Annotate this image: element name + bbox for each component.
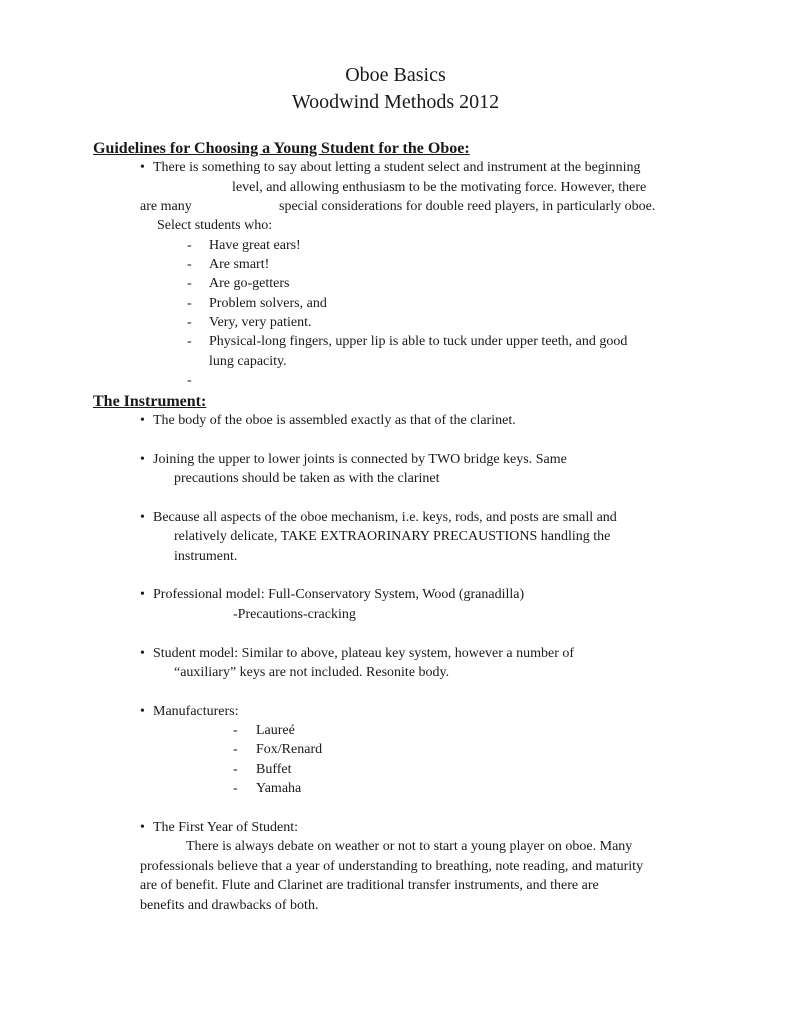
bullet-icon: • bbox=[140, 452, 145, 467]
page-subtitle: Woodwind Methods 2012 bbox=[291, 91, 500, 113]
list-item: Laureé bbox=[256, 723, 295, 738]
paragraph-line: level, and allowing enthusiasm to be the motivating force. However, there bbox=[232, 180, 647, 195]
dash-marker: - bbox=[187, 276, 192, 291]
dash-marker: - bbox=[233, 762, 238, 777]
bullet-text: Professional model: Full-Conservatory System, Wood (granadilla) bbox=[153, 587, 525, 602]
bullet-text: -Precautions-cracking bbox=[233, 607, 356, 622]
bullet-text: instrument. bbox=[174, 549, 238, 564]
bullet-icon: • bbox=[140, 160, 145, 175]
paragraph-line: are many bbox=[140, 199, 192, 214]
dash-marker: - bbox=[233, 723, 238, 738]
list-item: Physical-long fingers, upper lip is able to tuck under upper teeth, and good bbox=[209, 334, 628, 349]
dash-marker: - bbox=[233, 742, 238, 757]
bullet-icon: • bbox=[140, 413, 145, 428]
bullet-icon: • bbox=[140, 510, 145, 525]
bullet-icon: • bbox=[140, 587, 145, 602]
list-item: Yamaha bbox=[256, 781, 302, 796]
dash-marker: - bbox=[187, 296, 192, 311]
select-students-label: Select students who: bbox=[157, 218, 273, 233]
dash-marker: - bbox=[187, 373, 192, 388]
dash-marker: - bbox=[187, 238, 192, 253]
page-title: Oboe Basics bbox=[345, 64, 446, 86]
paragraph-line: professionals believe that a year of understanding to breathing, note reading, and maturity bbox=[140, 859, 644, 874]
bullet-text: “auxiliary” keys are not included. Resonite body. bbox=[174, 665, 450, 680]
bullet-icon: • bbox=[140, 820, 145, 835]
list-item: Fox/Renard bbox=[256, 742, 323, 757]
bullet-text: The body of the oboe is assembled exactly as that of the clarinet. bbox=[153, 413, 516, 428]
list-item: Problem solvers, and bbox=[209, 296, 327, 311]
dash-marker: - bbox=[187, 257, 192, 272]
section-heading-instrument: The Instrument: bbox=[93, 393, 207, 410]
bullet-text: Because all aspects of the oboe mechanism, i.e. keys, rods, and posts are small and bbox=[153, 510, 617, 525]
paragraph-line: There is always debate on weather or not to start a young player on oboe. Many bbox=[186, 839, 633, 854]
list-item: Are go-getters bbox=[209, 276, 290, 291]
paragraph-line: are of benefit. Flute and Clarinet are traditional transfer instruments, and there are bbox=[140, 878, 599, 893]
bullet-text: Manufacturers: bbox=[153, 704, 239, 719]
list-item: Buffet bbox=[256, 762, 292, 777]
bullet-text: Joining the upper to lower joints is connected by TWO bridge keys. Same bbox=[153, 452, 567, 467]
paragraph-line: special considerations for double reed players, in particularly oboe. bbox=[279, 199, 656, 214]
dash-marker: - bbox=[187, 315, 192, 330]
paragraph-line: There is something to say about letting a student select and instrument at the beginning bbox=[153, 160, 641, 175]
paragraph-line: benefits and drawbacks of both. bbox=[140, 898, 319, 913]
dash-marker: - bbox=[187, 334, 192, 349]
bullet-text: The First Year of Student: bbox=[153, 820, 299, 835]
bullet-icon: • bbox=[140, 704, 145, 719]
list-item: Very, very patient. bbox=[209, 315, 312, 330]
bullet-text: relatively delicate, TAKE EXTRAORINARY PRECAUSTIONS handling the bbox=[174, 529, 611, 544]
list-item: Have great ears! bbox=[209, 238, 301, 253]
dash-marker: - bbox=[233, 781, 238, 796]
section-heading-guidelines: Guidelines for Choosing a Young Student for the Oboe: bbox=[93, 140, 470, 157]
bullet-text: Student model: Similar to above, plateau key system, however a number of bbox=[153, 646, 575, 661]
bullet-text: precautions should be taken as with the clarinet bbox=[174, 471, 440, 486]
list-item: Are smart! bbox=[209, 257, 270, 272]
bullet-icon: • bbox=[140, 646, 145, 661]
list-item: lung capacity. bbox=[209, 354, 287, 369]
